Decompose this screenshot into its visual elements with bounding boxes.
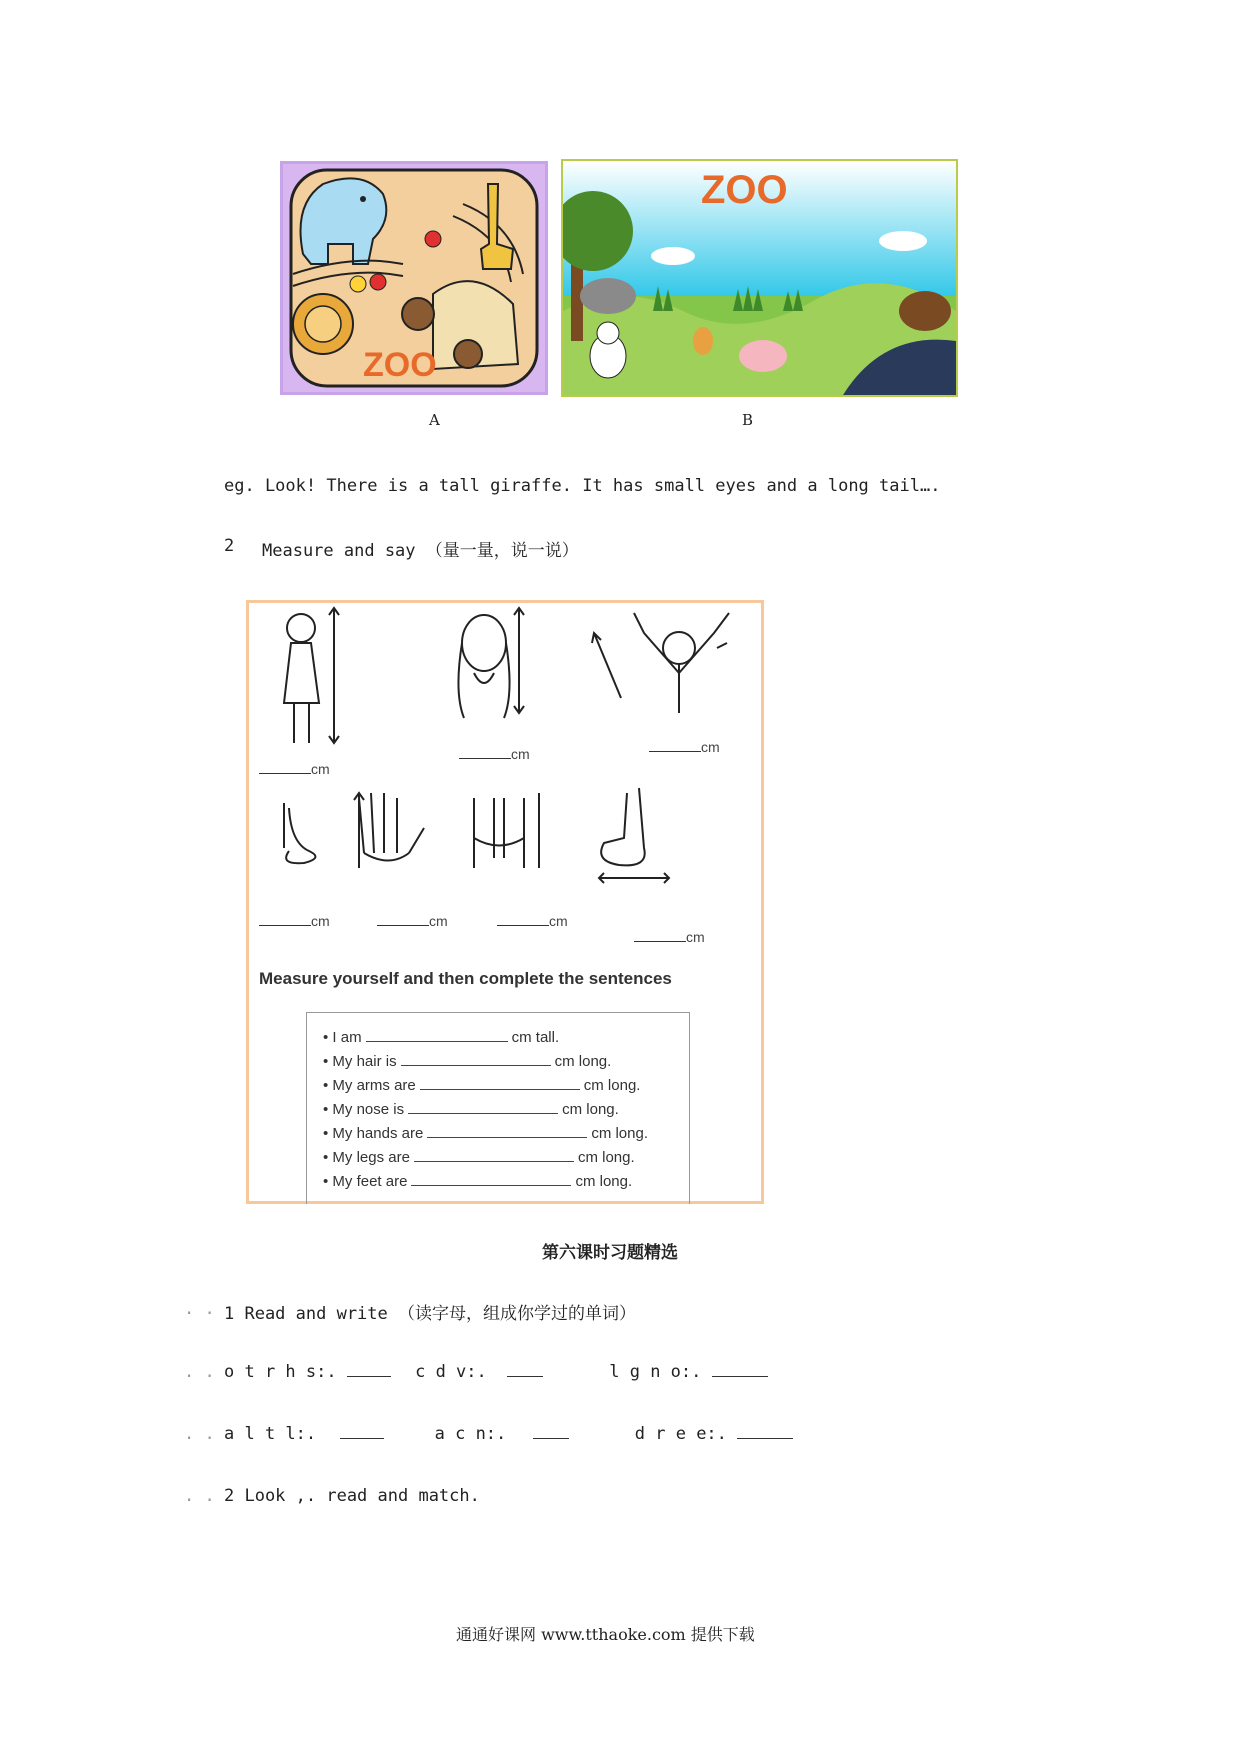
image-a-caption: A xyxy=(429,411,440,429)
q1-row1-answer-2[interactable] xyxy=(507,1376,543,1377)
q1-row1-item-2: c d v:. xyxy=(415,1362,487,1382)
example-sentence: eg. Look! There is a tall giraffe. It has small eyes and a long tail…. xyxy=(224,476,941,496)
q1-row1-item-1: o t r h s:. xyxy=(224,1362,337,1382)
hand-length-blank[interactable]: cm xyxy=(377,913,448,929)
sentence-7: • My feet are cm long. xyxy=(323,1173,633,1190)
task2-title: Measure and say （量一量，说一说） xyxy=(262,541,579,561)
hair-length-blank[interactable]: cm xyxy=(459,746,530,762)
q1-row1-answer-3[interactable] xyxy=(712,1376,768,1377)
q1-dots: . . xyxy=(184,1299,215,1319)
zoo-cartoon-image-a xyxy=(280,161,548,395)
q1-row2-item-1: a l t l:. xyxy=(224,1424,317,1444)
q1-row1-answer-1[interactable] xyxy=(347,1376,391,1377)
sentence-3: • My arms are cm long. xyxy=(323,1077,641,1094)
q1-row2-answer-2[interactable] xyxy=(533,1438,569,1439)
q1-row2-item-3: d r e e:. xyxy=(634,1424,727,1444)
leg-length-blank[interactable]: cm xyxy=(497,913,568,929)
q1-title: 1 Read and write （读字母，组成你学过的单词） xyxy=(224,1304,636,1324)
sentence-2: • My hair is cm long. xyxy=(323,1053,612,1070)
nose-length-blank[interactable]: cm xyxy=(259,913,330,929)
q1-row2-dots: . . xyxy=(184,1424,215,1444)
page-footer: 通通好课网 www.tthaoke.com 提供下载 xyxy=(456,1625,755,1644)
blank-3[interactable] xyxy=(420,1088,580,1090)
q1-row1 xyxy=(224,1362,768,1382)
girl-height-blank[interactable]: cm xyxy=(259,761,330,777)
blank-1[interactable] xyxy=(366,1040,508,1042)
q1-row2-answer-3[interactable] xyxy=(737,1438,793,1439)
q1-row2-answer-1[interactable] xyxy=(340,1438,384,1439)
zoo-scene-image-b xyxy=(561,159,958,397)
image-b-caption: B xyxy=(742,411,754,429)
blank-5[interactable] xyxy=(427,1136,587,1138)
sentence-4: • My nose is cm long. xyxy=(323,1101,619,1118)
blank-7[interactable] xyxy=(411,1184,571,1186)
zoo-text-a: ZOO xyxy=(363,346,437,384)
measure-heading: Measure yourself and then complete the sentences xyxy=(259,969,672,988)
blank-4[interactable] xyxy=(408,1112,558,1114)
sentences-box xyxy=(306,1012,690,1204)
zoo-text-b: ZOO xyxy=(701,168,788,212)
sentence-1: • I am cm tall. xyxy=(323,1029,560,1046)
q2-title: 2 Look ,. read and match. xyxy=(224,1486,480,1506)
blank-2[interactable] xyxy=(401,1064,551,1066)
q2-dots: . . xyxy=(184,1486,215,1506)
q1-row2-item-2: a c n:. xyxy=(434,1424,507,1444)
q1-row1-dots: . . xyxy=(184,1362,215,1382)
q1-row2 xyxy=(224,1424,793,1444)
sentence-5: • My hands are cm long. xyxy=(323,1125,649,1142)
section-title: 第六课时习题精选 xyxy=(542,1243,678,1263)
blank-6[interactable] xyxy=(414,1160,574,1162)
q1-row1-item-3: l g n o:. xyxy=(609,1362,702,1382)
foot-length-blank[interactable]: cm xyxy=(634,929,705,945)
arm-length-blank[interactable]: cm xyxy=(649,739,720,755)
sentence-6: • My legs are cm long. xyxy=(323,1149,635,1166)
task2-number: 2 xyxy=(224,536,235,556)
